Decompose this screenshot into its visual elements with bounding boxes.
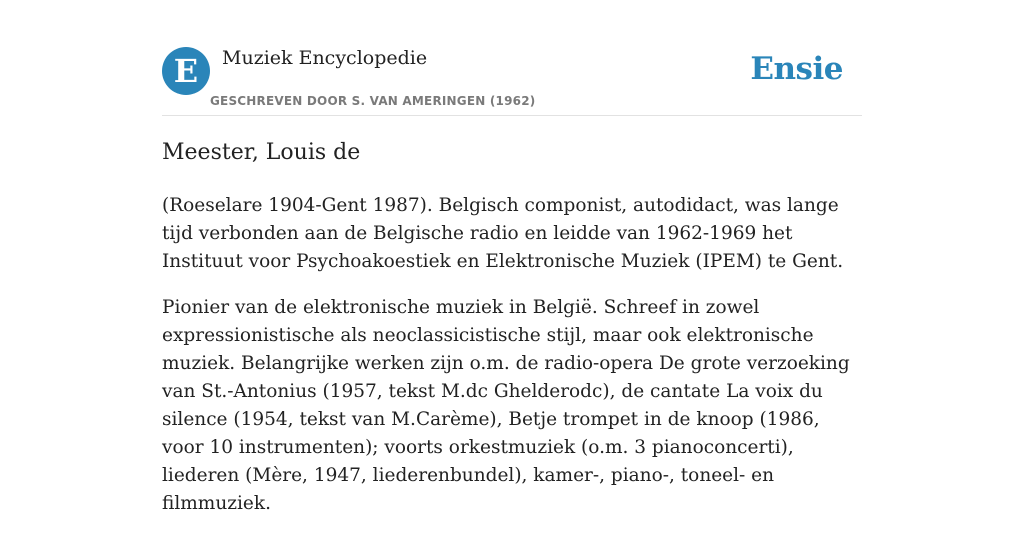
encyclopedia-title[interactable]: Muziek Encyclopedie [222, 47, 428, 69]
encyclopedia-logo-icon[interactable]: E [162, 47, 210, 95]
entry-body [162, 192, 862, 536]
entry-paragraph-2: Pionier van de elektronische muziek in België. Schreef in zowel expressionistische als neoclassicistische stijl, maar ook elektronische muziek. Belangrijke werken zijn o.m. de radio-opera De grote verzoeking van St.-Antonius (1957, tekst M.dc Ghelderodc), de cantate La voix du silence (1954, tekst van M.Carème), Betje trompet in de knoop (1986, voor 10 instrumenten); voorts orkestmuziek (o.m. 3 pianoconcerti), liederen (Mère, 1947, liederenbundel), kamer-, piano-, toneel- en filmmuziek. [162, 297, 850, 514]
entry-title: Meester, Louis de [162, 140, 361, 165]
entry-paragraph-1: (Roeselare 1904-Gent 1987). Belgisch componist, autodidact, was lange tijd verbonden aan de Belgische radio en leidde van 1962-1969 het Instituut voor Psychoakoestiek en Elektronische Muziek (IPEM) te Gent. [162, 195, 844, 272]
ensie-brand-logo[interactable]: Ensie [750, 51, 843, 87]
site-header [162, 44, 862, 116]
author-line: GESCHREVEN DOOR S. VAN AMERINGEN (1962) [210, 94, 536, 108]
